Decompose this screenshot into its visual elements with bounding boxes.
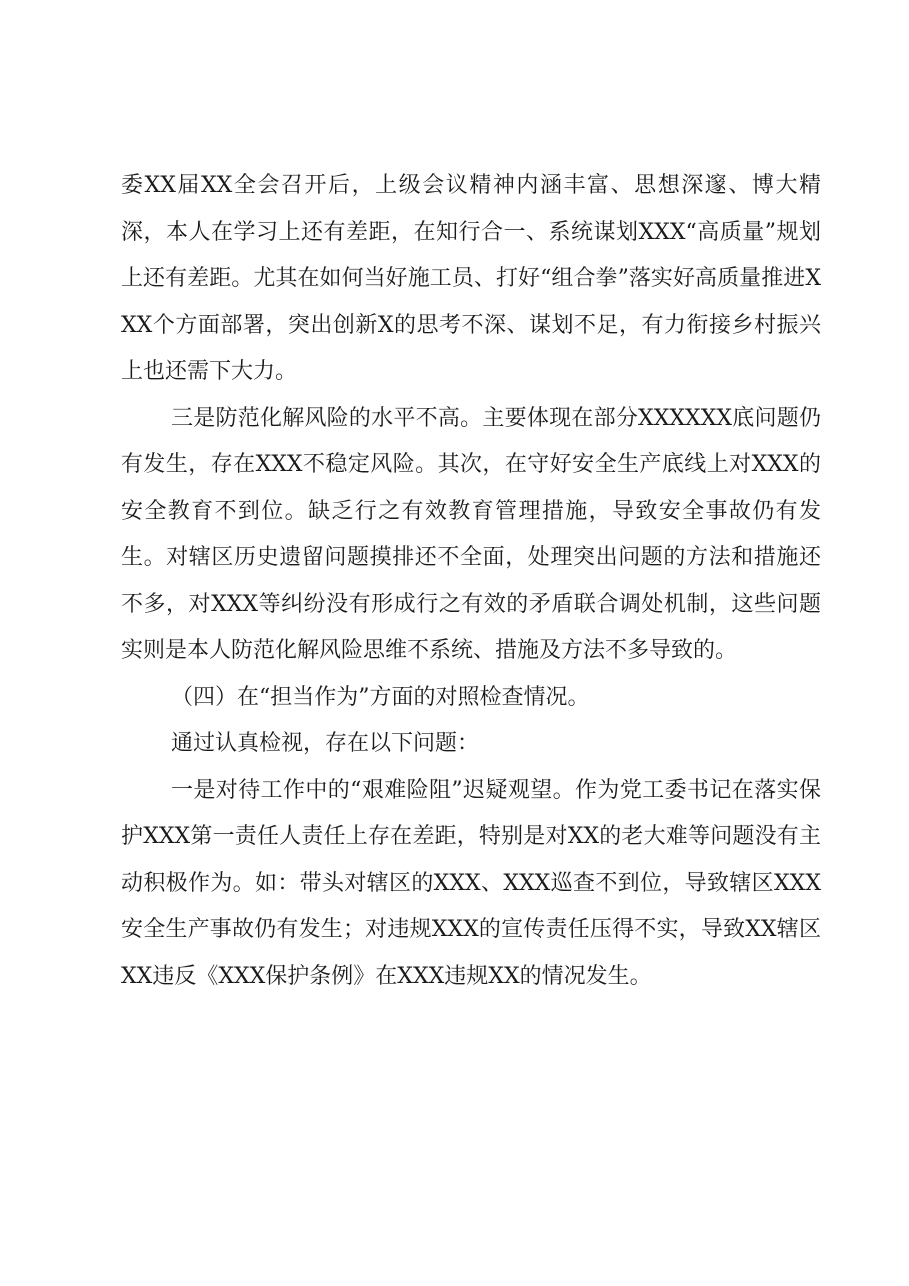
section-heading-responsibility: （四）在“担当作为”方面的对照检查情况。 [171,684,590,710]
paragraph-hesitation: 一是对待工作中的“艰难险阻”迟疑观望。作为党工委书记在落实保护XXX第一责任人责任上存在差距，特别是对XX的老大难等问题没有主动积极作为。如：带头对辖区的XXX、XXX巡查不到位，导致辖区XXX安全生产事故仍有发生；对违规XXX的宣传责任压得不实，导致XX辖区XX违反《XXX保护条例》在XXX违规XX的情况发生。 [121,777,821,989]
document-body [121,163,821,1000]
paragraph-intro-problems: 通过认真检视，存在以下问题： [171,731,480,756]
paragraph-risk-prevention: 三是防范化解风险的水平不高。主要体现在部分XXXXXX底问题仍有发生，存在XXX不稳定风险。其次，在守好安全生产底线上对XXX的安全教育不到位。缺乏行之有效教育管理措施，导致安全事故仍有发生。对辖区历史遗留问题摸排还不全面，处理突出问题的方法和措施还不多，对XXX等纠纷没有形成行之有效的矛盾联合调处机制，这些问题实则是本人防范化解风险思维不系统、措施及方法不多导致的。 [121,405,821,663]
paragraph-continuation: 委XX届XX全会召开后，上级会议精神内涵丰富、思想深邃、博大精深，本人在学习上还有差距，在知行合一、系统谋划XXX“高质量”规划上还有差距。尤其在如何当好施工员、打好“组合拳”落实好高质量推进XXX个方面部署，突出创新X的思考不深、谋划不足，有力衔接乡村振兴上也还需下大力。 [121,173,821,384]
